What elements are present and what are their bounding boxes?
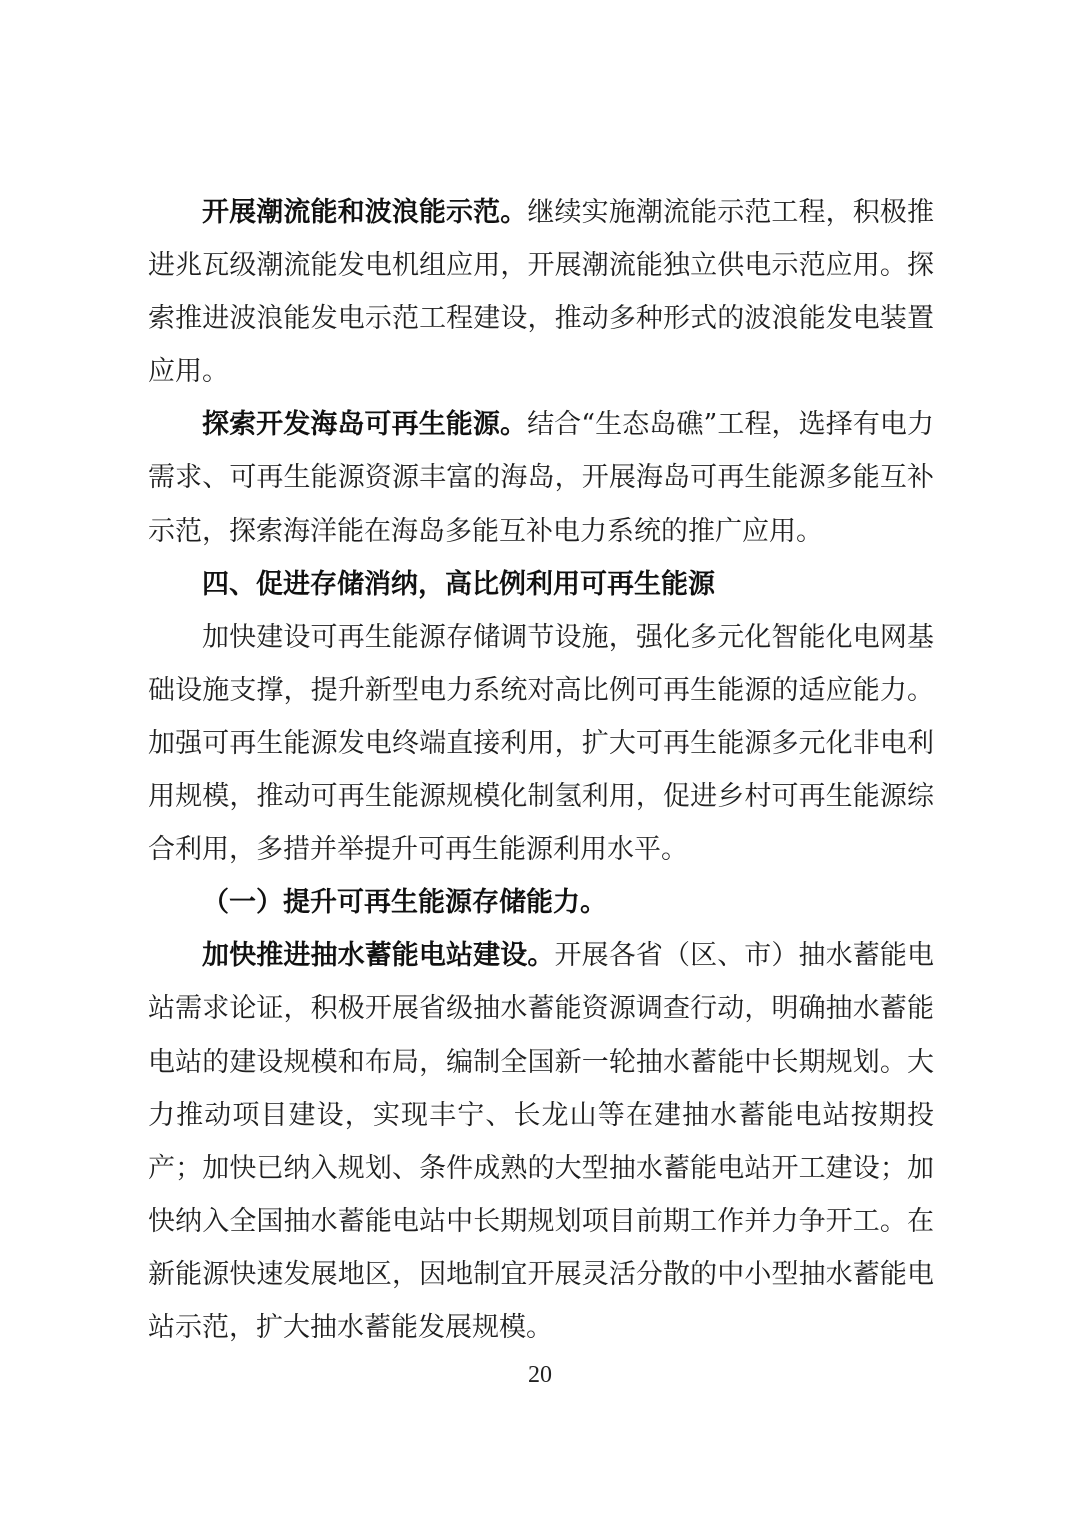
paragraph-text: 结合“生态岛礁”工程，选择有电力需求、可再生能源资源丰富的海岛，开展海岛可再生能源多能互补示范，探索海洋能在海岛多能互补电力系统的推广应用。 — [148, 409, 934, 547]
document-body — [148, 186, 934, 1354]
paragraph-lead: 加快推进抽水蓄能电站建设。 — [202, 940, 555, 972]
subsection-heading: （一）提升可再生能源存储能力。 — [202, 887, 607, 919]
paragraph-text: 开展各省（区、市）抽水蓄能电站需求论证，积极开展省级抽水蓄能资源调查行动，明确抽水蓄能电站的建设规模和布局，编制全国新一轮抽水蓄能中长期规划。大力推动项目建设，实现丰宁、长龙山等在建抽水蓄能电站按期投产；加快已纳入规划、条件成熟的大型抽水蓄能电站开工建设；加快纳入全国抽水蓄能电站中长期规划项目前期工作并力争开工。在新能源快速发展地区，因地制宜开展灵活分散的中小型抽水蓄能电站示范，扩大抽水蓄能发展规模。 — [148, 940, 934, 1343]
paragraph-tidal-wave — [148, 186, 934, 398]
section-heading: 四、促进存储消纳，高比例利用可再生能源 — [202, 568, 715, 600]
section-intro-paragraph: 加快建设可再生能源存储调节设施，强化多元化智能化电网基础设施支撑，提升新型电力系统对高比例可再生能源的适应能力。加强可再生能源发电终端直接利用，扩大可再生能源多元化非电利用规模，推动可再生能源规模化制氢利用，促进乡村可再生能源综合利用，多措并举提升可再生能源利用水平。 — [148, 621, 934, 866]
page-number: 20 — [528, 1362, 552, 1388]
paragraph-lead: 开展潮流能和波浪能示范。 — [202, 197, 528, 228]
paragraph-lead: 探索开发海岛可再生能源。 — [202, 409, 528, 441]
paragraph-pumped-storage — [148, 929, 934, 1354]
paragraph-text: 继续实施潮流能示范工程，积极推进兆瓦级潮流能发电机组应用，开展潮流能独立供电示范应用。探索推进波浪能发电示范工程建设，推动多种形式的波浪能发电装置应用。 — [148, 197, 935, 388]
paragraph-island-energy — [148, 398, 934, 557]
